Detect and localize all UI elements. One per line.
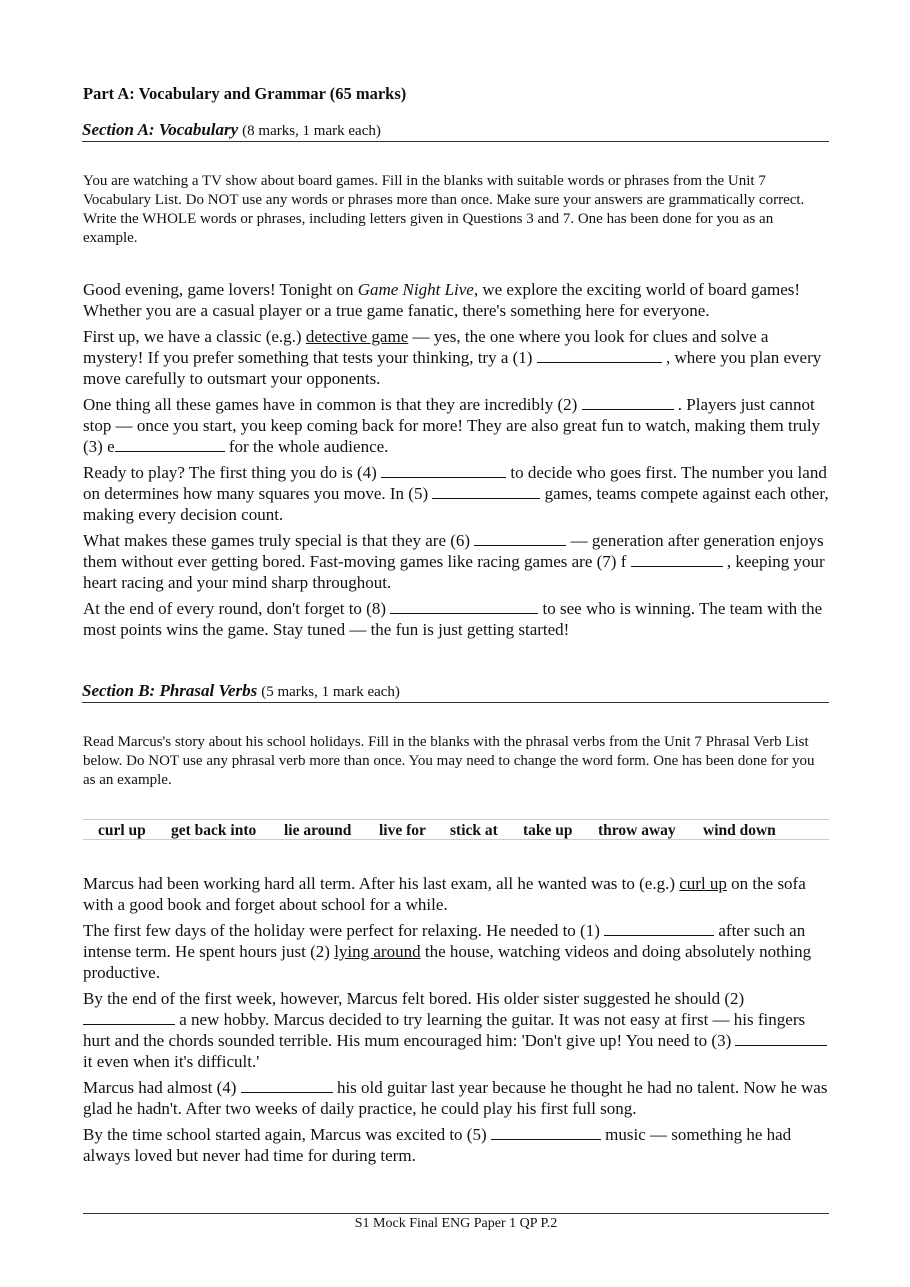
blank-a1[interactable]: [537, 347, 662, 363]
section-b-name: Section B: Phrasal Verbs: [82, 681, 258, 700]
word-list-item: get back into: [171, 822, 257, 839]
part-title: Part A: Vocabulary and Grammar (65 marks): [83, 84, 407, 103]
blank-b2[interactable]: [83, 1009, 175, 1025]
section-b-paragraph-2: The first few days of the holiday were perfect for relaxing. He needed to (1) after such an intense term. He spent hours just (2) lying around the house, watching videos and doing absolutely nothing productive.: [83, 921, 812, 982]
word-list-item: live for: [379, 822, 426, 839]
blank-a5[interactable]: [432, 483, 540, 499]
blank-a3[interactable]: [115, 436, 225, 452]
section-b-passage: [83, 873, 829, 1171]
section-b-paragraph-4: Marcus had almost (4) his old guitar last year because he thought he had no talent. Now he was glad he hadn't. After two weeks of daily practice, he could play his first full song.: [83, 1078, 828, 1118]
blank-a4[interactable]: [381, 462, 506, 478]
section-a-name: Section A: Vocabulary: [82, 120, 239, 139]
section-a-passage: [83, 279, 829, 645]
section-a-paragraph-4: Ready to play? The first thing you do is (4) to decide who goes first. The number you land on determines how many squares you move. In (5) games, teams compete against each other, making every decision count.: [83, 463, 829, 524]
blank-a7[interactable]: [631, 551, 723, 567]
word-list-item: wind down: [703, 822, 776, 839]
section-a-instructions: You are watching a TV show about board games. Fill in the blanks with suitable words or phrases from the Unit 7 Vocabulary List. Do NOT use any words or phrases more than once. Make sure your answers are grammatically correct. Write the WHOLE words or phrases, including letters given in Questions 3 and 7. One has been done for you as an example.: [83, 173, 805, 246]
section-b-paragraph-5: By the time school started again, Marcus was excited to (5) music — something he had always loved but never had time for during term.: [83, 1125, 792, 1165]
word-list-item: curl up: [98, 822, 146, 839]
section-a-paragraph-1: Good evening, game lovers! Tonight on Game Night Live, we explore the exciting world of board games! Whether you are a casual player or a true game fanatic, there's something here for everyone.: [83, 280, 801, 320]
section-a-marks: (8 marks, 1 mark each): [242, 123, 381, 139]
section-b-paragraph-3: By the end of the first week, however, Marcus felt bored. His older sister suggested he should (2) a new hobby. Marcus decided to try learning the guitar. It was not easy at first — his fingers hurt and the chords sounded terrible. His mum encouraged him: 'Don't give up! You need to (3) it even when it's difficult.': [83, 988, 829, 1072]
blank-b1[interactable]: [604, 920, 714, 936]
page-footer: S1 Mock Final ENG Paper 1 QP P.2: [83, 1213, 829, 1232]
section-b-paragraph-1: Marcus had been working hard all term. After his last exam, all he wanted was to (e.g.) curl up on the sofa with a good book and forget about school for a while.: [83, 874, 806, 914]
filled-answer: lying around: [334, 942, 421, 961]
section-a-paragraph-6: At the end of every round, don't forget to (8) to see who is winning. The team with the most points wins the game. Stay tuned — the fun is just getting started!: [83, 599, 823, 639]
section-a-paragraph-2: First up, we have a classic (e.g.) detective game — yes, the one where you look for clues and solve a mystery! If you prefer something that tests your thinking, try a (1) , where you plan every move carefully to outsmart your opponents.: [83, 327, 822, 388]
blank-b5[interactable]: [491, 1124, 601, 1140]
blank-a8[interactable]: [390, 598, 538, 614]
show-title: Game Night Live: [357, 280, 474, 299]
blank-a6[interactable]: [474, 530, 566, 546]
word-list-item: take up: [523, 822, 573, 839]
section-a-paragraph-5: What makes these games truly special is that they are (6) — generation after generation enjoys them without ever getting bored. Fast-moving games like racing games are (7) f , keeping your heart racing and your mind sharp throughout.: [83, 531, 825, 592]
section-a-heading: [82, 120, 829, 142]
word-list-item: stick at: [450, 822, 498, 839]
example-answer: detective game: [305, 327, 409, 346]
section-a-paragraph-3: One thing all these games have in common is that they are incredibly (2) . Players just cannot stop — once you start, you keep coming back for more! They are also great fun to watch, making them truly (3) e for the whole audience.: [83, 395, 821, 456]
blank-a2[interactable]: [582, 394, 674, 410]
word-list-item: throw away: [598, 822, 676, 839]
section-b-heading: [82, 681, 829, 703]
example-answer: curl up: [679, 874, 727, 893]
section-b-instructions: Read Marcus's story about his school holidays. Fill in the blanks with the phrasal verbs from the Unit 7 Phrasal Verb List below. Do NOT use any phrasal verb more than once. You may need to change the word form. One has been done for you as an example.: [83, 734, 815, 788]
word-list-item: lie around: [284, 822, 352, 839]
phrasal-verb-list: [83, 819, 829, 840]
blank-b3[interactable]: [735, 1030, 827, 1046]
section-b-marks: (5 marks, 1 mark each): [261, 684, 400, 700]
blank-b4[interactable]: [241, 1077, 333, 1093]
